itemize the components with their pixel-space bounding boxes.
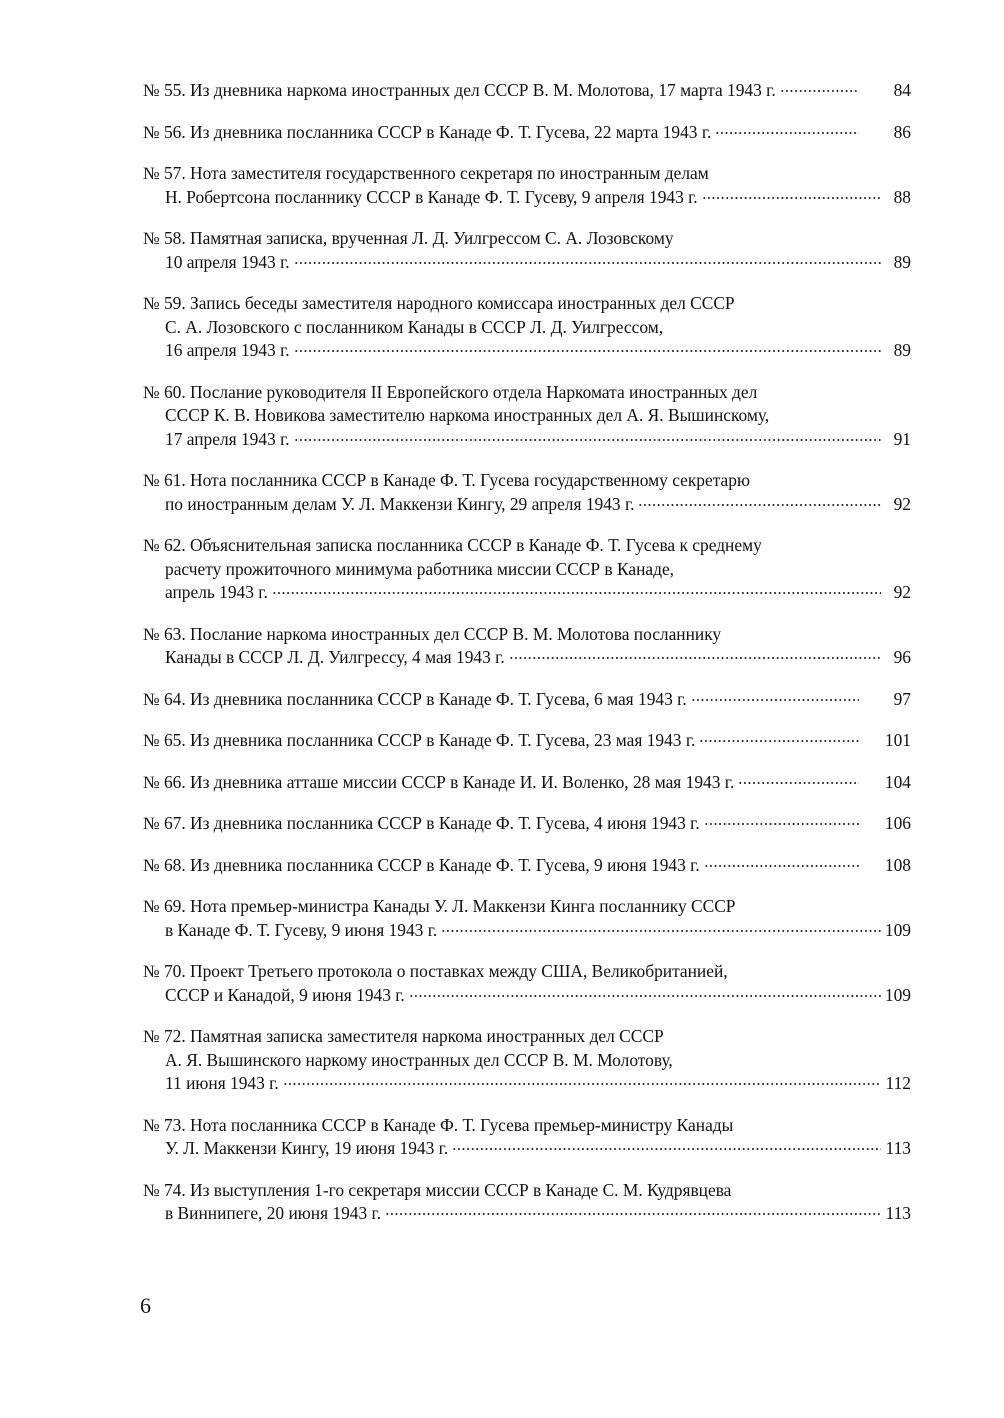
dot-leader [738, 779, 859, 787]
toc-page-number: 89 [893, 251, 911, 272]
toc-entry [143, 771, 911, 795]
toc-entry-text: У. Л. Маккензи Кингу, 19 июня 1943 г. [165, 1138, 449, 1158]
toc-page-number: 108 [884, 854, 911, 875]
toc-page-number: 113 [885, 1138, 911, 1158]
toc-entry-line [143, 984, 881, 1008]
toc-entry [143, 79, 911, 103]
toc-entry-line: № 57. Нота заместителя государственного секретаря по иностранным делам [143, 163, 709, 183]
dot-leader [294, 436, 881, 444]
toc-entry [143, 729, 911, 753]
toc-entry-line: № 63. Послание наркома иностранных дел СССР В. М. Молотова посланнику [143, 623, 722, 644]
toc-entry-text: Канады в СССР Л. Д. Уилгрессу, 4 мая 1943 г. [165, 647, 505, 667]
dot-leader [283, 1080, 881, 1088]
toc-entry [143, 1025, 911, 1096]
toc-entry-line: № 61. Нота посланника СССР в Канаде Ф. Т. Гусева государственному секретарю [143, 470, 750, 490]
dot-leader [702, 194, 881, 202]
toc-entry [143, 812, 911, 836]
toc-entry-line [143, 121, 859, 145]
page-number: 6 [140, 1293, 151, 1318]
toc-entry [143, 292, 911, 363]
toc-entry-line [143, 646, 881, 670]
toc-entry-line [143, 688, 859, 712]
toc-entry-text: № 68. Из дневника посланника СССР в Канаде Ф. Т. Гусева, 9 июня 1943 г. [143, 854, 700, 875]
toc-entry [143, 1179, 911, 1226]
toc-entry [143, 895, 911, 942]
toc-entry-text: № 66. Из дневника атташе миссии СССР в Канаде И. И. Воленко, 28 мая 1943 г. [143, 771, 735, 792]
toc-entry-line [143, 1072, 881, 1096]
toc-entry-text: Н. Робертсона посланнику СССР в Канаде Ф. Т. Гусеву, 9 апреля 1943 г. [165, 186, 698, 207]
toc-entry [143, 227, 911, 274]
dot-leader [385, 1210, 881, 1218]
toc-entry-line [143, 79, 859, 103]
toc-entry-line [143, 428, 881, 452]
toc-entry [143, 688, 911, 712]
toc-entry-line [143, 771, 859, 795]
dot-leader [699, 737, 859, 745]
toc-entry [143, 162, 911, 209]
toc-entry-text: 17 апреля 1943 г. [165, 428, 290, 449]
dot-leader [441, 927, 881, 935]
toc-entry-line [143, 812, 859, 836]
toc-entry-line: № 62. Объяснительная записка посланника СССР в Канаде Ф. Т. Гусева к среднему [143, 535, 762, 555]
toc-entry-line: № 73. Нота посланника СССР в Канаде Ф. Т. Гусева премьер-министру Канады [143, 1114, 734, 1135]
toc-entry-line [143, 251, 881, 275]
toc-page-number: 89 [893, 340, 911, 360]
toc-entry-line [143, 186, 881, 210]
toc-entry-text: № 55. Из дневника наркома иностранных дел СССР В. М. Молотова, 17 марта 1943 г. [143, 80, 776, 100]
toc-entry-text: № 64. Из дневника посланника СССР в Канаде Ф. Т. Гусева, 6 мая 1943 г. [143, 688, 687, 709]
toc-entry [143, 381, 911, 452]
toc-page-number: 86 [893, 121, 911, 142]
toc-entry-line: СССР К. В. Новикова заместителю наркома иностранных дел А. Я. Вышинскому, [165, 405, 770, 425]
toc-entry-line [143, 1202, 881, 1226]
dot-leader [704, 862, 859, 870]
toc-page-number: 97 [893, 688, 911, 709]
dot-leader [638, 501, 881, 509]
toc-entry-line: С. А. Лозовского с посланником Канады в СССР Л. Д. Уилгрессом, [165, 316, 664, 337]
toc-entry-line: № 70. Проект Третьего протокола о поставках между США, Великобританией, [143, 961, 728, 981]
toc-page-number: 88 [893, 186, 911, 207]
dot-leader [409, 992, 881, 1000]
toc-entry [143, 960, 911, 1007]
toc-entry-text: в Канаде Ф. Т. Гусеву, 9 июня 1943 г. [165, 919, 438, 940]
dot-leader [704, 820, 859, 828]
toc-entry [143, 623, 911, 670]
toc-entry-text: в Виннипеге, 20 июня 1943 г. [165, 1203, 382, 1223]
toc-page-number: 109 [884, 984, 911, 1005]
toc-entry-line [143, 493, 881, 517]
toc-entry-line [143, 581, 881, 605]
toc-entry [143, 854, 911, 878]
toc-page-number: 106 [884, 813, 911, 833]
toc-entry-line [143, 1137, 881, 1161]
toc-entry [143, 469, 911, 516]
toc-entry-text: 16 апреля 1943 г. [165, 340, 290, 360]
toc-entry-text: 10 апреля 1943 г. [165, 251, 290, 272]
table-of-contents [143, 79, 911, 1244]
toc-entry-text: СССР и Канадой, 9 июня 1943 г. [165, 984, 405, 1005]
toc-entry-line: № 74. Из выступления 1-го секретаря миссии СССР в Канаде С. М. Кудрявцева [143, 1179, 732, 1200]
toc-page-number: 109 [884, 919, 911, 940]
toc-entry-line: № 69. Нота премьер-министра Канады У. Л. Маккензи Кинга посланнику СССР [143, 896, 736, 916]
toc-page-number: 92 [893, 582, 911, 602]
dot-leader [780, 87, 859, 95]
toc-entry-line: № 72. Памятная записка заместителя наркома иностранных дел СССР [143, 1026, 664, 1046]
toc-entry-text: по иностранным делам У. Л. Маккензи Кингу, 29 апреля 1943 г. [165, 493, 635, 514]
dot-leader [452, 1145, 881, 1153]
toc-page-number: 104 [884, 771, 911, 792]
toc-page-number: 92 [893, 493, 911, 514]
toc-entry-line [143, 729, 859, 753]
toc-page-number: 96 [893, 647, 911, 667]
dot-leader [715, 129, 859, 137]
toc-entry-text: № 65. Из дневника посланника СССР в Канаде Ф. Т. Гусева, 23 мая 1943 г. [143, 730, 696, 750]
toc-entry [143, 534, 911, 605]
dot-leader [294, 259, 881, 267]
toc-entry [143, 121, 911, 145]
toc-entry-line [143, 919, 881, 943]
toc-entry-text: апрель 1943 г. [165, 582, 268, 602]
dot-leader [509, 654, 881, 662]
toc-page-number: 113 [885, 1203, 911, 1223]
toc-entry-line: № 58. Памятная записка, врученная Л. Д. Уилгрессом С. А. Лозовскому [143, 228, 674, 248]
toc-page-number: 112 [885, 1073, 911, 1093]
dot-leader [294, 347, 881, 355]
toc-page-number: 91 [893, 428, 911, 449]
toc-entry-text: № 67. Из дневника посланника СССР в Канаде Ф. Т. Гусева, 4 июня 1943 г. [143, 813, 700, 833]
toc-entry-line: расчету прожиточного минимума работника миссии СССР в Канаде, [165, 558, 675, 579]
toc-page-number: 84 [893, 80, 911, 100]
toc-entry-text: № 56. Из дневника посланника СССР в Канаде Ф. Т. Гусева, 22 марта 1943 г. [143, 121, 712, 142]
toc-entry-text: 11 июня 1943 г. [165, 1073, 279, 1093]
toc-page-number: 101 [884, 730, 911, 750]
toc-entry-line: № 60. Послание руководителя II Европейского отдела Наркомата иностранных дел [143, 381, 758, 402]
dot-leader [272, 589, 881, 597]
toc-entry-line: № 59. Запись беседы заместителя народного комиссара иностранных дел СССР [143, 293, 735, 313]
dot-leader [691, 696, 859, 704]
toc-entry-line: А. Я. Вышинского наркому иностранных дел СССР В. М. Молотову, [165, 1049, 673, 1070]
toc-entry-line [143, 339, 881, 363]
toc-entry-line [143, 854, 859, 878]
toc-entry [143, 1114, 911, 1161]
